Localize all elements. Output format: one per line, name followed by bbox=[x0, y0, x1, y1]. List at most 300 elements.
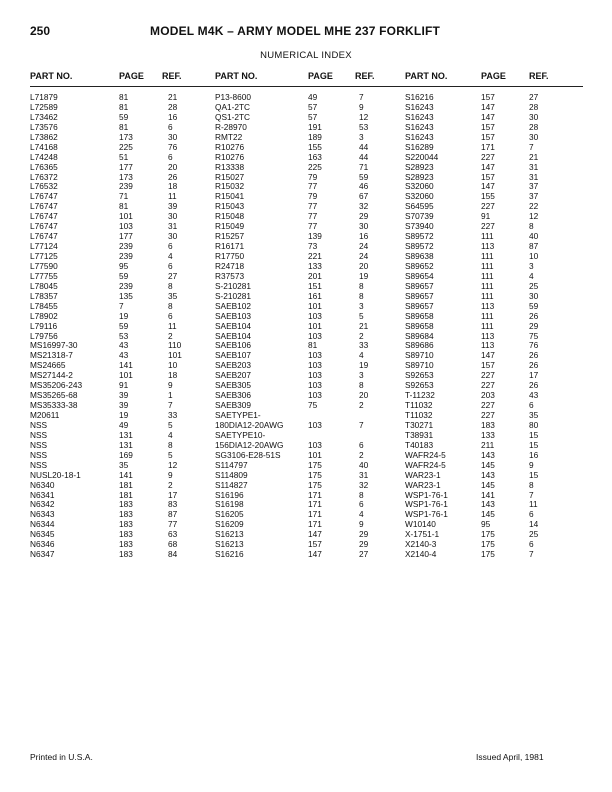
part-no-cell: WAFR24-5 bbox=[405, 459, 446, 470]
page-cell: 143 bbox=[481, 469, 495, 480]
page-cell: 239 bbox=[119, 280, 133, 291]
table-row bbox=[0, 192, 612, 202]
table-row bbox=[0, 461, 612, 471]
page-cell: 59 bbox=[119, 320, 129, 331]
ref-cell: 9 bbox=[168, 380, 173, 391]
part-no-cell: R37573 bbox=[215, 270, 245, 281]
ref-cell: 26 bbox=[529, 380, 539, 391]
part-no-cell: N6344 bbox=[30, 519, 55, 530]
part-no-cell: NSS bbox=[30, 429, 48, 440]
part-no-cell: MS27144-2 bbox=[30, 370, 73, 381]
column-header-page-3: PAGE bbox=[481, 71, 506, 81]
part-no-cell: S89654 bbox=[405, 270, 434, 281]
page-cell: 101 bbox=[308, 320, 322, 331]
ref-cell: 44 bbox=[359, 141, 369, 152]
ref-cell: 19 bbox=[359, 360, 369, 371]
ref-cell: 8 bbox=[168, 300, 173, 311]
page-cell: 181 bbox=[119, 479, 133, 490]
part-no-cell: S16216 bbox=[215, 549, 244, 560]
page-cell: 183 bbox=[481, 419, 495, 430]
page-cell: 183 bbox=[119, 539, 133, 550]
part-no-cell: 180DIA12-20AWG bbox=[215, 419, 284, 430]
part-no-cell: WSP1-76-1 bbox=[405, 499, 448, 510]
part-no-cell: MS35206-243 bbox=[30, 380, 83, 391]
part-no-cell: WAFR24-5 bbox=[405, 449, 446, 460]
page-cell: 173 bbox=[119, 171, 133, 182]
page-cell: 113 bbox=[481, 241, 495, 252]
part-no-cell: R15043 bbox=[215, 201, 245, 212]
ref-cell: 4 bbox=[359, 509, 364, 520]
table-row bbox=[0, 212, 612, 222]
part-no-cell: S64595 bbox=[405, 201, 434, 212]
page-cell: 147 bbox=[481, 181, 495, 192]
page-cell: 57 bbox=[308, 101, 318, 112]
ref-cell: 6 bbox=[529, 539, 534, 550]
part-no-cell: S16213 bbox=[215, 539, 244, 550]
page-cell: 103 bbox=[119, 221, 133, 232]
ref-cell: 31 bbox=[359, 469, 369, 480]
page-cell: 95 bbox=[119, 260, 129, 271]
ref-cell: 9 bbox=[529, 459, 534, 470]
page-cell: 81 bbox=[119, 101, 129, 112]
ref-cell: 6 bbox=[168, 151, 173, 162]
ref-cell: 6 bbox=[168, 260, 173, 271]
page-cell: 157 bbox=[481, 171, 495, 182]
ref-cell: 26 bbox=[529, 310, 539, 321]
page-cell: 59 bbox=[119, 111, 129, 122]
table-row bbox=[0, 222, 612, 232]
ref-cell: 18 bbox=[168, 370, 178, 381]
page-cell: 101 bbox=[119, 211, 133, 222]
table-row bbox=[0, 471, 612, 481]
part-no-cell: M20611 bbox=[30, 410, 60, 420]
ref-cell: 63 bbox=[168, 529, 178, 540]
page-cell: 171 bbox=[308, 489, 322, 500]
page-cell: 183 bbox=[119, 499, 133, 510]
ref-cell: 4 bbox=[168, 429, 173, 440]
part-no-cell: L74248 bbox=[30, 151, 58, 162]
part-no-cell: S89658 bbox=[405, 320, 434, 331]
table-row bbox=[0, 182, 612, 192]
ref-cell: 40 bbox=[359, 459, 369, 470]
part-no-cell: MS21318-7 bbox=[30, 350, 73, 361]
ref-cell: 3 bbox=[359, 370, 364, 381]
table-row bbox=[0, 153, 612, 163]
table-row bbox=[0, 143, 612, 153]
ref-cell: 59 bbox=[359, 171, 369, 182]
part-no-cell: L71879 bbox=[30, 92, 58, 102]
ref-cell: 27 bbox=[529, 92, 539, 102]
part-no-cell: L74168 bbox=[30, 141, 58, 152]
page-cell: 77 bbox=[308, 201, 318, 212]
ref-cell: 16 bbox=[529, 449, 539, 460]
part-no-cell: S89657 bbox=[405, 300, 434, 311]
table-row bbox=[0, 431, 612, 441]
ref-cell: 3 bbox=[529, 260, 534, 271]
part-no-cell: R15041 bbox=[215, 191, 245, 202]
page-cell: 163 bbox=[308, 151, 322, 162]
footer-printed: Printed in U.S.A. bbox=[30, 752, 93, 762]
ref-cell: 68 bbox=[168, 539, 178, 550]
part-no-cell: WSP1-76-1 bbox=[405, 509, 448, 520]
ref-cell: 8 bbox=[168, 439, 173, 450]
ref-cell: 84 bbox=[168, 549, 178, 560]
page-cell: 81 bbox=[119, 121, 129, 132]
part-no-cell: SAETYPE1- bbox=[215, 410, 261, 420]
ref-cell: 2 bbox=[359, 449, 364, 460]
part-no-cell: S16213 bbox=[215, 529, 244, 540]
ref-cell: 4 bbox=[529, 270, 534, 281]
part-no-cell: SAEB106 bbox=[215, 340, 251, 351]
page-cell: 71 bbox=[119, 191, 129, 202]
page-cell: 51 bbox=[119, 151, 129, 162]
page-cell: 239 bbox=[119, 181, 133, 192]
table-row bbox=[0, 500, 612, 510]
ref-cell: 27 bbox=[168, 270, 178, 281]
column-header-page-1: PAGE bbox=[119, 71, 144, 81]
page-cell: 111 bbox=[481, 251, 494, 261]
ref-cell: 30 bbox=[529, 131, 539, 142]
ref-cell: 7 bbox=[168, 400, 173, 411]
page-cell: 227 bbox=[481, 370, 495, 381]
table-row bbox=[0, 262, 612, 272]
ref-cell: 12 bbox=[529, 211, 539, 222]
ref-cell: 59 bbox=[529, 300, 539, 311]
page-cell: 227 bbox=[481, 151, 495, 162]
part-no-cell: L76747 bbox=[30, 191, 58, 202]
table-row bbox=[0, 123, 612, 133]
page-cell: 7 bbox=[119, 300, 124, 311]
ref-cell: 27 bbox=[359, 549, 369, 560]
page-cell: 113 bbox=[481, 300, 495, 311]
part-no-cell: WSP1-76-1 bbox=[405, 489, 448, 500]
part-no-cell: WAR23-1 bbox=[405, 469, 441, 480]
page-cell: 227 bbox=[481, 410, 495, 420]
ref-cell: 29 bbox=[359, 539, 369, 550]
ref-cell: 39 bbox=[168, 201, 178, 212]
table-row bbox=[0, 481, 612, 491]
page-cell: 133 bbox=[308, 260, 322, 271]
part-no-cell: S16243 bbox=[405, 121, 434, 132]
part-no-cell: QS1-2TC bbox=[215, 111, 251, 122]
part-no-cell: N6340 bbox=[30, 479, 55, 490]
ref-cell: 22 bbox=[529, 201, 539, 212]
part-no-cell: S89710 bbox=[405, 350, 434, 361]
table-row bbox=[0, 292, 612, 302]
page-cell: 73 bbox=[308, 241, 318, 252]
part-no-cell: N6346 bbox=[30, 539, 55, 550]
part-no-cell: T40183 bbox=[405, 439, 434, 450]
ref-cell: 7 bbox=[529, 489, 534, 500]
page-cell: 177 bbox=[119, 231, 133, 242]
ref-cell: 6 bbox=[168, 310, 173, 321]
ref-cell: 30 bbox=[359, 221, 369, 232]
ref-cell: 11 bbox=[529, 499, 538, 510]
part-no-cell: L76747 bbox=[30, 221, 58, 232]
page-cell: 183 bbox=[119, 509, 133, 520]
table-row bbox=[0, 530, 612, 540]
page-cell: 39 bbox=[119, 400, 129, 411]
ref-cell: 15 bbox=[529, 429, 539, 440]
ref-cell: 101 bbox=[168, 350, 182, 361]
part-no-cell: N6343 bbox=[30, 509, 55, 520]
table-row bbox=[0, 540, 612, 550]
part-no-cell: RMT22 bbox=[215, 131, 243, 142]
part-no-cell: S92653 bbox=[405, 380, 434, 391]
part-no-cell: L73862 bbox=[30, 131, 58, 142]
table-row bbox=[0, 113, 612, 123]
part-no-cell: L76747 bbox=[30, 201, 58, 212]
part-no-cell: R13338 bbox=[215, 161, 245, 172]
page-number: 250 bbox=[30, 24, 51, 38]
ref-cell: 4 bbox=[359, 350, 364, 361]
page-cell: 161 bbox=[308, 290, 322, 301]
part-no-cell: NSS bbox=[30, 419, 48, 430]
part-no-cell: L79756 bbox=[30, 330, 58, 341]
part-no-cell: SAEB102 bbox=[215, 300, 251, 311]
page-cell: 191 bbox=[308, 121, 322, 132]
ref-cell: 35 bbox=[529, 410, 539, 420]
part-no-cell: R15027 bbox=[215, 171, 245, 182]
page-cell: 77 bbox=[308, 211, 318, 222]
page-cell: 143 bbox=[481, 499, 495, 510]
part-no-cell: N6345 bbox=[30, 529, 55, 540]
part-no-cell: S-210281 bbox=[215, 280, 251, 291]
ref-cell: 30 bbox=[168, 131, 178, 142]
ref-cell: 20 bbox=[359, 390, 369, 401]
page-cell: 101 bbox=[308, 449, 322, 460]
part-no-cell: QA1-2TC bbox=[215, 101, 251, 112]
part-no-cell: SAEB104 bbox=[215, 330, 251, 341]
page-cell: 157 bbox=[308, 539, 322, 550]
part-no-cell: L77755 bbox=[30, 270, 58, 281]
part-no-cell: P13-8600 bbox=[215, 92, 251, 102]
table-row bbox=[0, 242, 612, 252]
part-no-cell: L78455 bbox=[30, 300, 58, 311]
table-row bbox=[0, 93, 612, 103]
table-row bbox=[0, 550, 612, 560]
part-no-cell: S89657 bbox=[405, 290, 434, 301]
page-cell: 175 bbox=[481, 539, 495, 550]
ref-cell: 25 bbox=[529, 529, 539, 540]
part-no-cell: X2140-4 bbox=[405, 549, 437, 560]
ref-cell: 6 bbox=[529, 509, 534, 520]
ref-cell: 110 bbox=[168, 340, 182, 351]
part-no-cell: W10140 bbox=[405, 519, 436, 530]
ref-cell: 16 bbox=[168, 111, 178, 122]
page-cell: 77 bbox=[308, 221, 318, 232]
table-row bbox=[0, 302, 612, 312]
part-no-cell: T11032 bbox=[405, 400, 433, 411]
page-cell: 221 bbox=[308, 251, 322, 261]
ref-cell: 33 bbox=[168, 410, 178, 420]
ref-cell: 8 bbox=[359, 489, 364, 500]
table-row bbox=[0, 451, 612, 461]
ref-cell: 26 bbox=[529, 350, 539, 361]
part-no-cell: L78357 bbox=[30, 290, 58, 301]
part-no-cell: L73462 bbox=[30, 111, 58, 122]
ref-cell: 20 bbox=[168, 161, 178, 172]
page-cell: 43 bbox=[119, 350, 129, 361]
part-no-cell: R10276 bbox=[215, 151, 245, 162]
page-cell: 147 bbox=[481, 111, 495, 122]
page-cell: 103 bbox=[308, 380, 322, 391]
part-no-cell: SAETYPE10- bbox=[215, 429, 266, 440]
column-header-ref-1: REF. bbox=[162, 71, 182, 81]
page-cell: 53 bbox=[119, 330, 129, 341]
ref-cell: 21 bbox=[529, 151, 539, 162]
part-no-cell: NSS bbox=[30, 439, 48, 450]
page-cell: 201 bbox=[308, 270, 322, 281]
column-header-part-no-1: PART NO. bbox=[30, 71, 73, 81]
part-no-cell: R16171 bbox=[215, 241, 245, 252]
ref-cell: 3 bbox=[359, 300, 364, 311]
ref-cell: 9 bbox=[359, 519, 364, 530]
page-cell: 141 bbox=[119, 469, 133, 480]
ref-cell: 17 bbox=[168, 489, 178, 500]
table-row bbox=[0, 252, 612, 262]
ref-cell: 2 bbox=[359, 330, 364, 341]
page-cell: 49 bbox=[308, 92, 318, 102]
footer-issued: Issued April, 1981 bbox=[476, 752, 544, 762]
ref-cell: 71 bbox=[359, 161, 369, 172]
part-no-cell: T11032 bbox=[405, 410, 433, 420]
ref-cell: 30 bbox=[529, 290, 539, 301]
part-no-cell: L76747 bbox=[30, 211, 58, 222]
ref-cell: 37 bbox=[529, 181, 539, 192]
part-no-cell: S16216 bbox=[405, 92, 434, 102]
part-no-cell: S32060 bbox=[405, 191, 434, 202]
part-no-cell: L77124 bbox=[30, 241, 58, 252]
table-row bbox=[0, 441, 612, 451]
ref-cell: 26 bbox=[529, 360, 539, 371]
page-cell: 131 bbox=[119, 429, 133, 440]
table-row bbox=[0, 341, 612, 351]
page-cell: 103 bbox=[308, 350, 322, 361]
part-no-cell: R10276 bbox=[215, 141, 245, 152]
page-cell: 131 bbox=[119, 439, 133, 450]
part-no-cell: L78045 bbox=[30, 280, 58, 291]
ref-cell: 10 bbox=[529, 251, 539, 261]
page-cell: 169 bbox=[119, 449, 133, 460]
column-header-ref-2: REF. bbox=[355, 71, 375, 81]
part-no-cell: L73576 bbox=[30, 121, 58, 132]
page-cell: 111 bbox=[481, 280, 494, 291]
page-cell: 141 bbox=[119, 360, 133, 371]
page-cell: 139 bbox=[308, 231, 322, 242]
part-no-cell: L72589 bbox=[30, 101, 58, 112]
part-no-cell: S16243 bbox=[405, 131, 434, 142]
part-no-cell: S16209 bbox=[215, 519, 244, 530]
page-cell: 155 bbox=[481, 191, 495, 202]
ref-cell: 29 bbox=[529, 320, 539, 331]
ref-cell: 21 bbox=[359, 320, 369, 331]
table-row bbox=[0, 133, 612, 143]
ref-cell: 15 bbox=[529, 469, 539, 480]
ref-cell: 18 bbox=[168, 181, 178, 192]
part-no-cell: R15049 bbox=[215, 221, 245, 232]
ref-cell: 8 bbox=[529, 479, 534, 490]
part-no-cell: MS16997-30 bbox=[30, 340, 78, 351]
ref-cell: 17 bbox=[529, 370, 539, 381]
part-no-cell: N6341 bbox=[30, 489, 55, 500]
ref-cell: 7 bbox=[529, 549, 534, 560]
page-cell: 239 bbox=[119, 241, 133, 252]
page-cell: 157 bbox=[481, 131, 495, 142]
part-no-cell: SAEB306 bbox=[215, 390, 251, 401]
table-row bbox=[0, 202, 612, 212]
ref-cell: 24 bbox=[359, 241, 369, 252]
column-header-page-2: PAGE bbox=[308, 71, 333, 81]
part-no-cell: S-210281 bbox=[215, 290, 251, 301]
part-no-cell: L76372 bbox=[30, 171, 58, 182]
table-row bbox=[0, 421, 612, 431]
part-no-cell: WAR23-1 bbox=[405, 479, 441, 490]
page-cell: 111 bbox=[481, 270, 494, 281]
ref-cell: 1 bbox=[168, 390, 173, 401]
page-cell: 175 bbox=[308, 459, 322, 470]
page-cell: 59 bbox=[119, 270, 129, 281]
page-cell: 171 bbox=[481, 141, 495, 152]
ref-cell: 15 bbox=[529, 439, 539, 450]
page-cell: 111 bbox=[481, 320, 494, 331]
page-cell: 183 bbox=[119, 519, 133, 530]
column-header-part-no-3: PART NO. bbox=[405, 71, 448, 81]
part-no-cell: S16289 bbox=[405, 141, 434, 152]
part-no-cell: T38931 bbox=[405, 429, 434, 440]
table-row bbox=[0, 163, 612, 173]
page-cell: 143 bbox=[481, 449, 495, 460]
ref-cell: 9 bbox=[359, 101, 364, 112]
table-row bbox=[0, 371, 612, 381]
table-row bbox=[0, 322, 612, 332]
part-no-cell: R24718 bbox=[215, 260, 245, 271]
table-row bbox=[0, 312, 612, 322]
part-no-cell: R15032 bbox=[215, 181, 245, 192]
ref-cell: 5 bbox=[168, 419, 173, 430]
page-cell: 175 bbox=[481, 529, 495, 540]
page-cell: 133 bbox=[481, 429, 495, 440]
page-cell: 175 bbox=[308, 469, 322, 480]
table-row bbox=[0, 282, 612, 292]
page-cell: 103 bbox=[308, 439, 322, 450]
part-no-cell: NUSL20-18-1 bbox=[30, 469, 81, 480]
page-cell: 227 bbox=[481, 201, 495, 212]
part-no-cell: SAEB104 bbox=[215, 320, 251, 331]
page-cell: 103 bbox=[308, 360, 322, 371]
part-no-cell: MS35333-38 bbox=[30, 400, 78, 411]
ref-cell: 40 bbox=[529, 231, 539, 242]
page-cell: 145 bbox=[481, 509, 495, 520]
page-cell: 19 bbox=[119, 310, 129, 321]
part-no-cell: S32060 bbox=[405, 181, 434, 192]
ref-cell: 28 bbox=[168, 101, 178, 112]
page-cell: 103 bbox=[308, 330, 322, 341]
part-no-cell: R15048 bbox=[215, 211, 245, 222]
part-no-cell: SG3106-E28-51S bbox=[215, 449, 281, 460]
part-no-cell: SAEB203 bbox=[215, 360, 251, 371]
ref-cell: 8 bbox=[529, 221, 534, 232]
ref-cell: 35 bbox=[168, 290, 178, 301]
part-no-cell: S89652 bbox=[405, 260, 434, 271]
ref-cell: 12 bbox=[168, 459, 178, 470]
part-no-cell: S89686 bbox=[405, 340, 434, 351]
part-no-cell: S16196 bbox=[215, 489, 244, 500]
ref-cell: 46 bbox=[359, 181, 369, 192]
ref-cell: 87 bbox=[168, 509, 178, 520]
ref-cell: 19 bbox=[359, 270, 369, 281]
page-cell: 103 bbox=[308, 370, 322, 381]
